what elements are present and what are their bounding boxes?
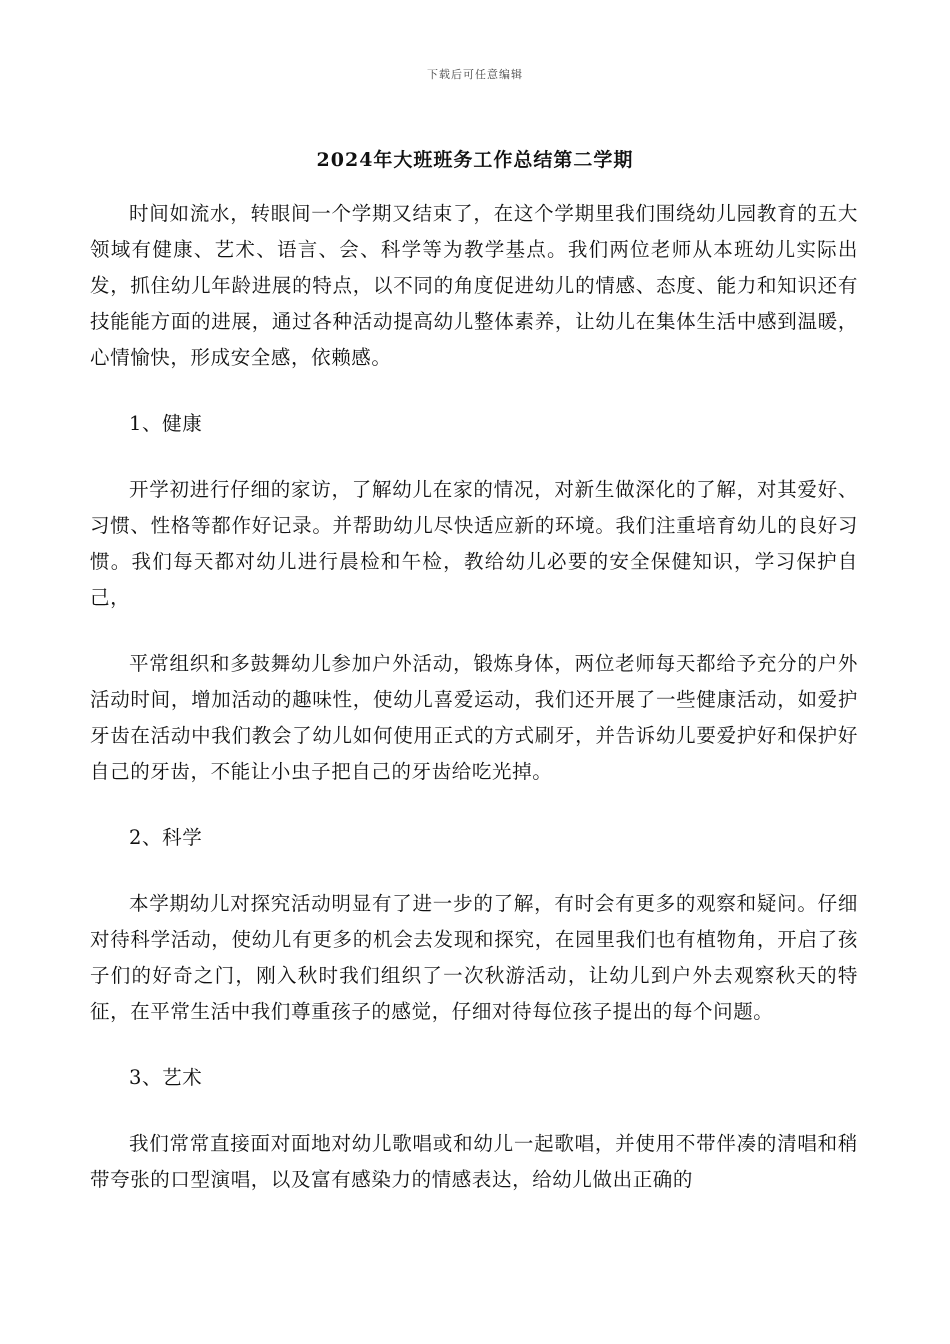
header-note: 下载后可任意编辑	[427, 68, 523, 81]
paragraph-health-2: 平常组织和多鼓舞幼儿参加户外活动，锻炼身体，两位老师每天都给予充分的户外活动时间，增加活动的趣味性，使幼儿喜爱运动，我们还开展了一些健康活动，如爱护牙齿在活动中我们教会了幼儿如何使用正式的方式刷牙，并告诉幼儿要爱护好和保护好自己的牙齿，不能让小虫子把自己的牙齿给吃光掉。	[90, 652, 858, 783]
paragraph-science: 本学期幼儿对探究活动明显有了进一步的了解，有时会有更多的观察和疑问。仔细对待科学活动，使幼儿有更多的机会去发现和探究，在园里我们也有植物角，开启了孩子们的好奇之门，刚入秋时我们组织了一次秋游活动，让幼儿到户外去观察秋天的特征，在平常生活中我们尊重孩子的感觉，仔细对待每位孩子提出的每个问题。	[90, 892, 858, 1023]
section-heading-art: 3、艺术	[129, 1066, 203, 1089]
paragraph-intro: 时间如流水，转眼间一个学期又结束了，在这个学期里我们围绕幼儿园教育的五大领域有健康、艺术、语言、会、科学等为教学基点。我们两位老师从本班幼儿实际出发，抓住幼儿年龄进展的特点，以不同的角度促进幼儿的情感、态度、能力和知识还有技能能方面的进展，通过各种活动提高幼儿整体素养，让幼儿在集体生活中感到温暖，心情愉快，形成安全感，依赖感。	[90, 202, 858, 369]
paragraph-art: 我们常常直接面对面地对幼儿歌唱或和幼儿一起歌唱，并使用不带伴凑的清唱和稍带夸张的口型演唱，以及富有感染力的情感表达，给幼儿做出正确的	[90, 1132, 858, 1191]
document-title: 2024年大班班务工作总结第二学期	[316, 149, 634, 171]
paragraph-health-1: 开学初进行仔细的家访，了解幼儿在家的情况，对新生做深化的了解，对其爱好、习惯、性格等都作好记录。并帮助幼儿尽快适应新的环境。我们注重培育幼儿的良好习惯。我们每天都对幼儿进行晨检和午检，教给幼儿必要的安全保健知识，学习保护自己，	[90, 478, 858, 609]
section-heading-science: 2、科学	[129, 826, 203, 849]
section-heading-health: 1、健康	[129, 412, 203, 435]
document-body	[90, 196, 858, 1228]
